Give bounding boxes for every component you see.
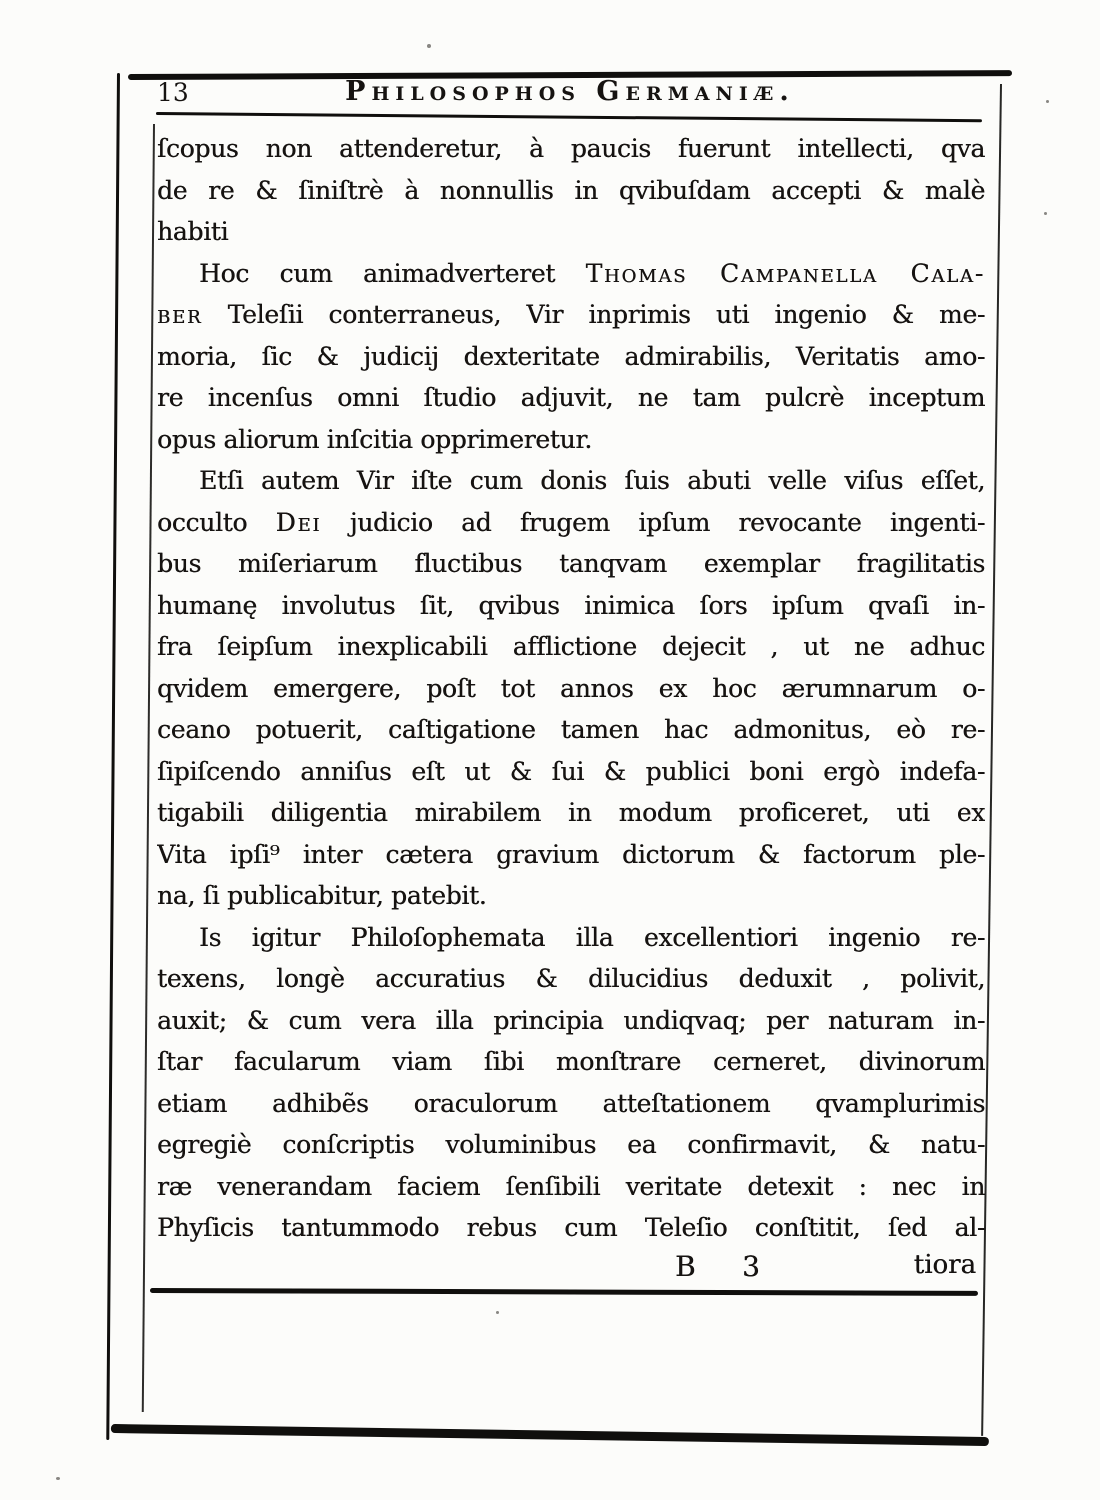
text-segment: texens, longè accuratius & dilucidius deduxit , polivit, [157,964,985,993]
text-line [157,211,985,253]
small-caps-text: Thomas Campanella Cala- [585,258,985,288]
text-line [157,1166,985,1208]
text-segment: Etſi autem Vir iſte cum donis ſuis abuti velle viſus eſſet, [199,466,985,495]
header-underline-rule [156,112,982,122]
signature-number: 3 [742,1250,760,1283]
small-caps-text: ber [157,300,203,329]
text-line [157,1083,985,1125]
scan-speck [1046,100,1049,103]
text-line [157,668,985,710]
text-segment: egregiè conſcriptis voluminibus ea confirmavit, & natu- [157,1130,985,1159]
text-line [157,792,985,834]
text-line [157,875,985,917]
text-line [157,1124,985,1166]
signature-mark: B [675,1250,696,1283]
text-segment: auxit; & cum vera illa principia undiqvaq; per naturam in- [157,1005,985,1035]
text-segment: opus aliorum inſcitia opprimeretur. [157,424,592,454]
text-segment: ſcopus non attenderetur, à paucis fuerunt intellecti, qva [157,134,985,163]
text-line [157,958,985,1000]
bottom-border-rule [111,1424,989,1446]
text-segment: etiam adhibẽs oraculorum atteſtationem qvamplurimis [157,1088,985,1118]
text-line [157,419,985,461]
text-line [157,917,985,959]
text-line [157,377,985,419]
text-segment: humanę involutus ſit, qvibus inimica ſors ipſum qvaſi in- [157,590,985,620]
catchword: tiora [913,1250,976,1280]
text-block [157,128,985,1249]
text-line [157,543,985,585]
text-line [157,585,985,627]
text-line [157,1207,985,1249]
text-line [157,253,985,295]
text-line [157,1041,985,1083]
text-segment: de re & ſiniſtrè à nonnullis in qvibuſdam accepti & malè [157,175,985,205]
outer-left-border-line [106,73,120,1440]
page-number: 13 [157,78,189,107]
text-segment: qvidem emergere, poſt tot annos ex hoc ærumnarum o- [157,673,985,703]
text-line [157,460,985,502]
text-segment: bus miſeriarum fluctibus tanqvam exemplar fragilitatis [157,549,985,578]
text-segment: occulto [157,507,276,537]
text-line [157,1000,985,1042]
text-segment: Hoc cum animadverteret [199,258,586,288]
small-caps-text: Dei [275,507,322,537]
text-line [157,502,985,544]
text-line [157,751,985,793]
running-header: Philosophos Germaniæ. [345,76,795,107]
text-segment: Teleſii conterraneus, Vir inprimis uti ingenio & me- [202,300,985,329]
text-segment: fra ſeipſum inexplicabili afflictione dejecit , ut ne adhuc [157,632,985,661]
text-segment: Vita ipſi⁹ inter cætera gravium dictorum & factorum ple- [157,839,985,869]
text-segment: judicio ad frugem ipſum revocante ingenti- [321,507,985,537]
text-segment: ſipiſcendo anniſus eſt ut & ſui & publici boni ergò indefa- [157,756,985,786]
text-segment: tigabili diligentia mirabilem in modum proficeret, uti ex [157,798,985,827]
scan-speck [427,44,431,48]
text-segment: ceano potuerit, caſtigatione tamen hac admonitus, eò re- [157,715,985,744]
scan-speck [1044,212,1047,215]
text-segment: moria, ſic & judicij dexteritate admirabilis, Veritatis amo- [157,341,985,371]
text-line [157,128,985,170]
signature-row [157,1250,980,1292]
text-line [157,170,985,212]
text-segment: ſtar facularum viam ſibi monſtrare cerneret, divinorum [157,1047,985,1076]
text-line [157,626,985,668]
text-line [157,709,985,751]
text-segment: na, ſi publicabitur, patebit. [157,881,487,910]
scan-speck [56,1477,60,1480]
scan-speck [496,1311,499,1314]
text-line [157,834,985,876]
text-segment: habiti [157,217,229,246]
text-line [157,294,985,336]
text-line [157,336,985,378]
text-segment: Phyſicis tantummodo rebus cum Teleſio conſtitit, ſed al- [157,1213,985,1242]
text-segment: Is igitur Philoſophemata illa excellentiori ingenio re- [199,922,985,952]
text-column-left-line [142,124,155,1412]
text-segment: re incenſus omni ſtudio adjuvit, ne tam pulcrè inceptum [157,383,985,412]
text-segment: ræ venerandam faciem ſenſibili veritate detexit : nec in [157,1171,985,1201]
